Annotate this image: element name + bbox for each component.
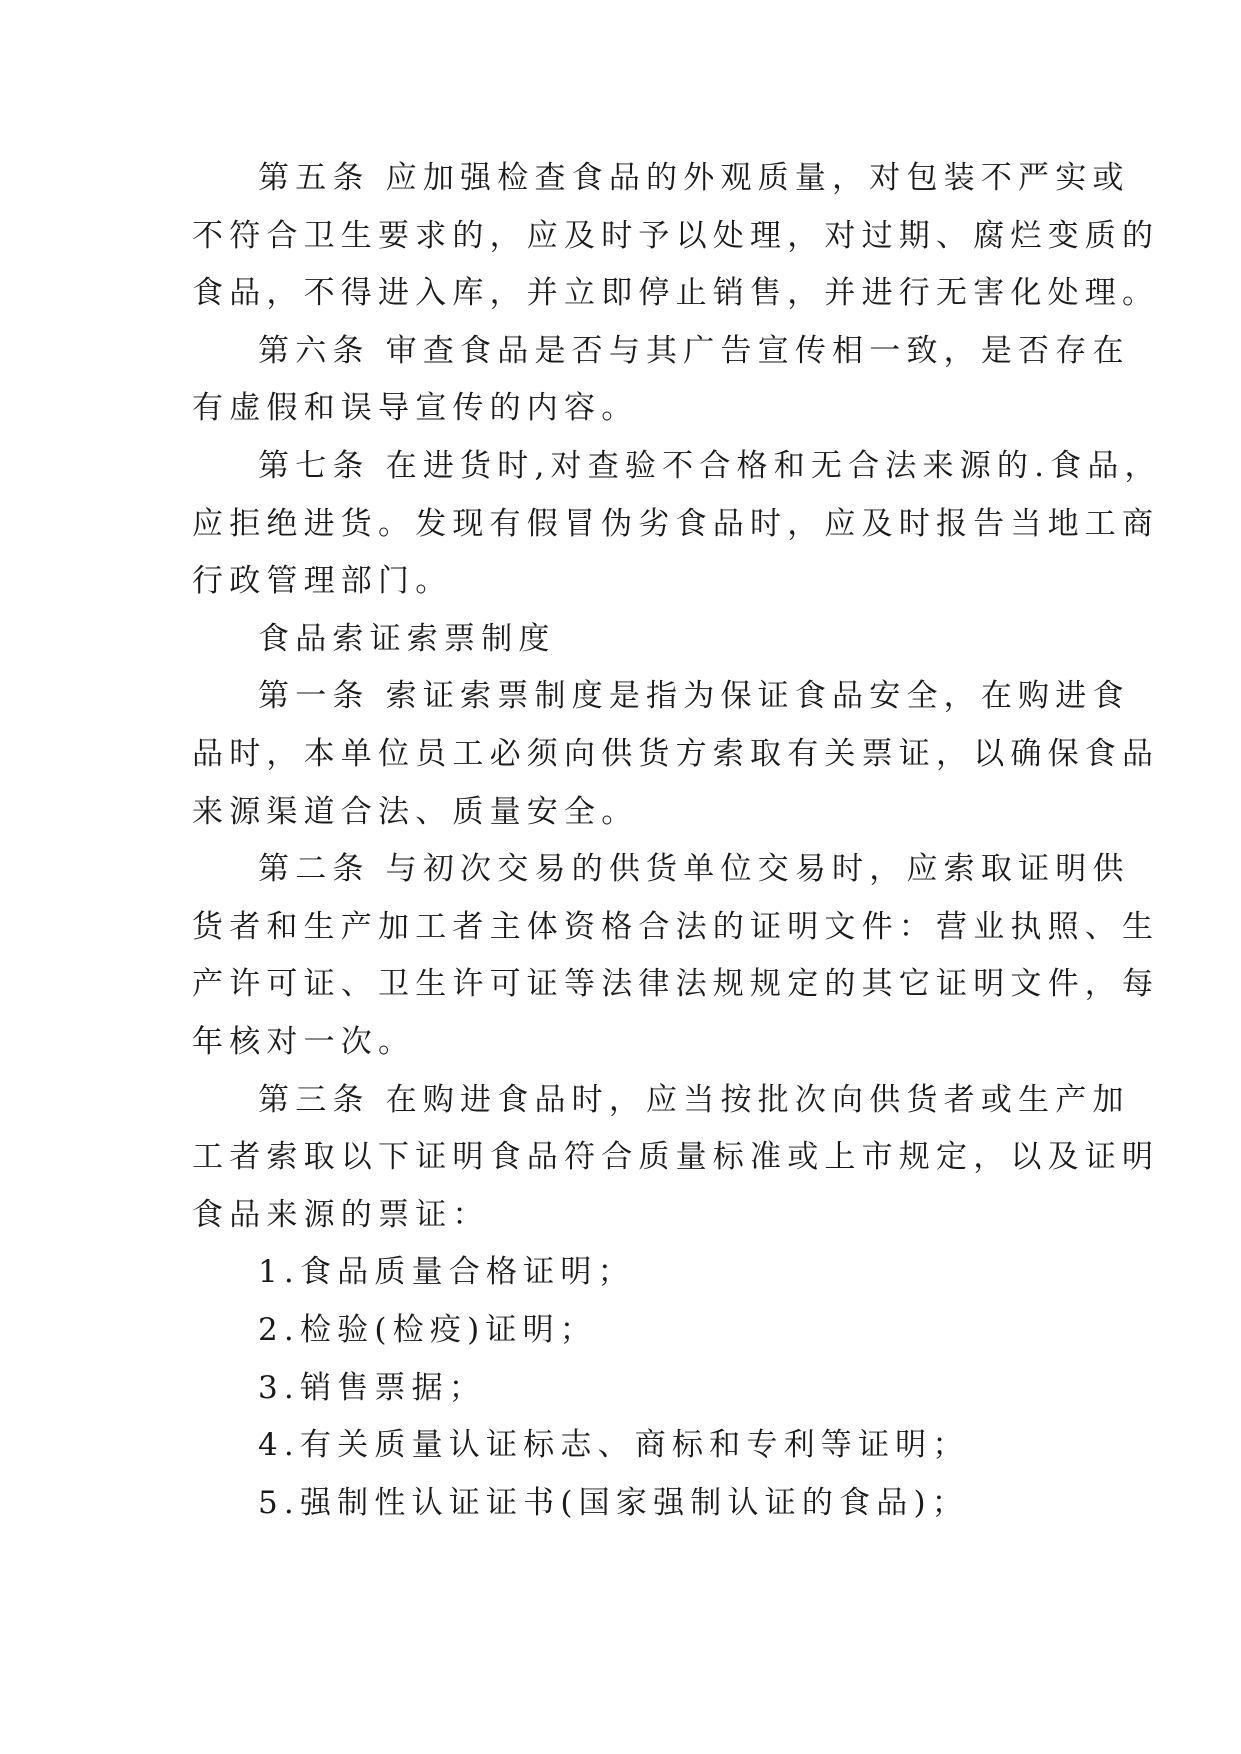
text-line: 第一条 索证索票制度是指为保证食品安全，在购进食 (258, 678, 1130, 715)
text-line: 2.检验(检疫)证明； (258, 1312, 597, 1348)
text-line: 食品索证索票制度 (258, 620, 556, 657)
text-line: 行政管理部门。 (192, 563, 453, 600)
text-line: 不符合卫生要求的，应及时予以处理，对过期、腐烂变质的 (192, 217, 1160, 254)
text-line: 第五条 应加强检查食品的外观质量，对包装不严实或 (258, 160, 1130, 196)
text-line: 来源渠道合法、质量安全。 (192, 793, 639, 830)
text-line: 第六条 审查食品是否与其广告宣传相一致，是否存在 (258, 332, 1130, 369)
text-line: 产许可证、卫生许可证等法律法规规定的其它证明文件，每 (192, 966, 1160, 1003)
text-line: 应拒绝进货。发现有假冒伪劣食品时，应及时报告当地工商 (192, 505, 1160, 542)
text-line: 年核对一次。 (192, 1024, 416, 1060)
text-line: 货者和生产加工者主体资格合法的证明文件：营业执照、生 (192, 908, 1160, 945)
text-line: 品时，本单位员工必须向供货方索取有关票证，以确保食品 (192, 736, 1160, 772)
text-line: 有虚假和误导宣传的内容。 (192, 390, 639, 427)
text-line: 工者索取以下证明食品符合质量标准或上市规定，以及证明 (192, 1139, 1160, 1176)
text-line: 3.销售票据； (258, 1369, 486, 1406)
text-line: 食品，不得进入库，并立即停止销售，并进行无害化处理。 (192, 275, 1160, 312)
text-line: 1.食品质量合格证明； (258, 1254, 635, 1291)
text-line: 第三条 在购进食品时，应当按批次向供货者或生产加 (258, 1081, 1130, 1118)
text-line: 5.强制性认证证书(国家强制认证的食品)； (258, 1484, 969, 1521)
text-line: 第二条 与初次交易的供货单位交易时，应索取证明供 (258, 851, 1130, 888)
text-line: 4.有关质量认证标志、商标和专利等证明； (258, 1427, 970, 1464)
text-line: 第七条 在进货时,对查验不合格和无合法来源的.食品， (258, 448, 1162, 484)
text-line: 食品来源的票证： (192, 1196, 490, 1233)
